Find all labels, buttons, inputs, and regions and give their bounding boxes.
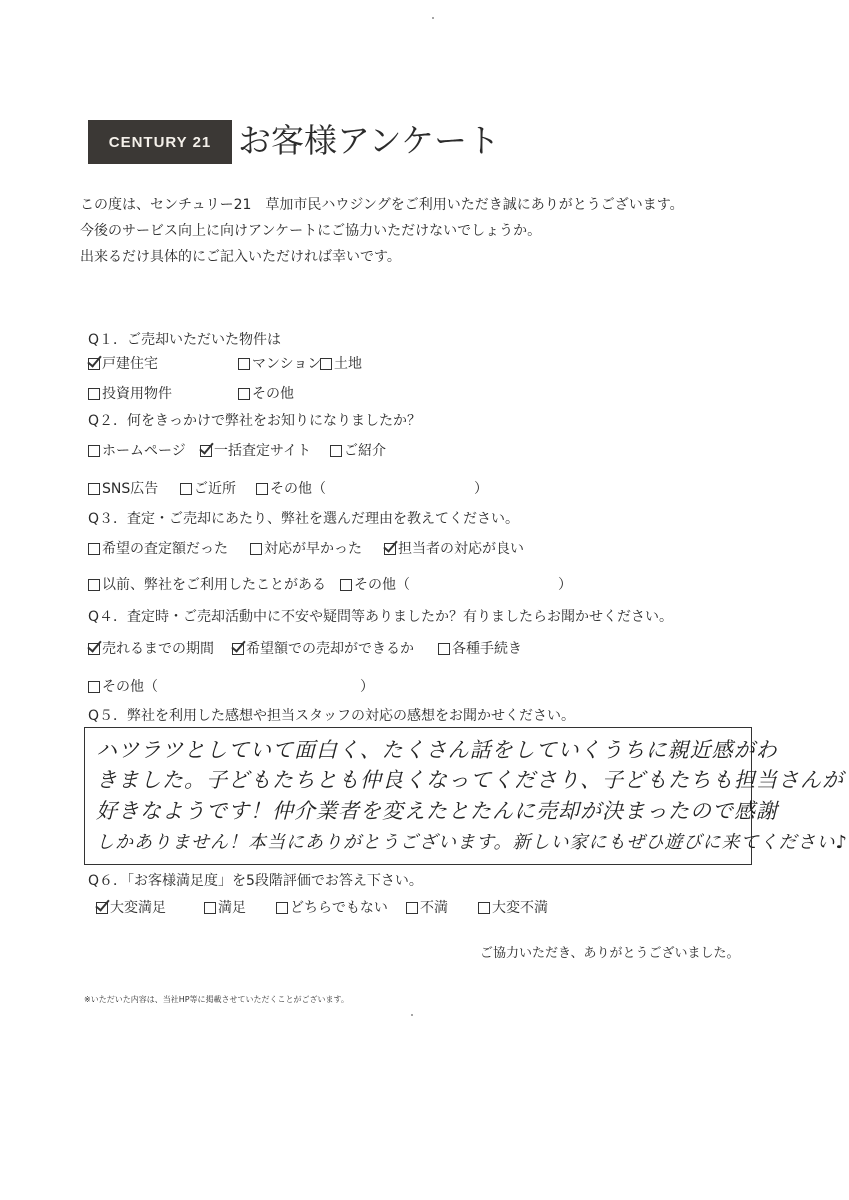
q1-option-other[interactable]: その他	[238, 384, 294, 404]
q5-answer-line-3: 好きなようです！仲介業者を変えたとたんに売却が決まったので感謝	[96, 799, 778, 823]
q1-option-condominium[interactable]: マンション	[238, 354, 321, 374]
q5-answer-line-1: ハツラツとしていて面白く、たくさん話をしていくうちに親近感がわ	[96, 738, 778, 762]
q5-answer-line-4: しかありません！本当にありがとうございます。新しい家にもぜひ遊びに来てください♪	[96, 832, 849, 853]
q6-option-dissatisfied[interactable]: 不満	[406, 898, 448, 918]
intro-line-1: この度は、センチュリー21 草加市民ハウジングをご利用いただき誠にありがとうございます。	[80, 197, 684, 213]
question-5: Q５．弊社を利用した感想や担当スタッフの対応の感想をお聞かせください。	[88, 708, 576, 724]
checkbox-checked-icon[interactable]	[88, 358, 100, 370]
scan-speck	[411, 1014, 413, 1016]
checkbox-icon[interactable]	[330, 445, 342, 457]
q2-option-homepage[interactable]: ホームページ	[88, 441, 186, 461]
checkbox-checked-icon[interactable]	[384, 543, 396, 555]
checkbox-icon[interactable]	[438, 643, 450, 655]
q4-option-sale-period[interactable]: 売れるまでの期間	[88, 639, 214, 659]
checkbox-icon[interactable]	[320, 358, 332, 370]
checkbox-icon[interactable]	[276, 902, 288, 914]
q3-option-desired-appraisal[interactable]: 希望の査定額だった	[88, 539, 228, 559]
q3-other-close-paren: ）	[558, 577, 572, 593]
q4-other-close-paren: ）	[360, 679, 374, 695]
closing-thanks: ご協力いただき、ありがとうございました。	[480, 946, 740, 961]
scan-speck	[432, 17, 434, 19]
q2-option-other[interactable]: その他（	[256, 479, 326, 499]
q2-option-bulk-appraisal-site[interactable]: 一括査定サイト	[200, 441, 311, 461]
checkbox-icon[interactable]	[478, 902, 490, 914]
question-4: Q４．査定時・ご売却活動中に不安や疑問等ありましたか？有りましたらお聞かせください。	[88, 609, 674, 625]
intro-line-2: 今後のサービス向上に向けアンケートにご協力いただけないでしょうか。	[80, 223, 542, 239]
checkbox-checked-icon[interactable]	[200, 445, 212, 457]
q2-option-sns-ad[interactable]: SNS広告	[88, 479, 158, 499]
q2-other-close-paren: ）	[474, 481, 488, 497]
checkbox-icon[interactable]	[238, 388, 250, 400]
intro-line-3: 出来るだけ具体的にご記入いただければ幸いです。	[80, 249, 401, 265]
q5-answer-line-2: きました。子どもたちとも仲良くなってくださり、子どもたちも担当さんが	[96, 768, 844, 792]
question-6: Q６．「お客様満足度」を5段階評価でお答え下さい。	[88, 873, 423, 889]
q2-option-referral[interactable]: ご紹介	[330, 441, 386, 461]
q1-option-detached-house[interactable]: 戸建住宅	[88, 354, 158, 374]
checkbox-icon[interactable]	[88, 579, 100, 591]
q4-option-desired-price[interactable]: 希望額での売却ができるか	[232, 639, 414, 659]
q6-option-very-dissatisfied[interactable]: 大変不満	[478, 898, 548, 918]
question-1: Q１．ご売却いただいた物件は	[88, 332, 282, 348]
q3-option-other[interactable]: その他（	[340, 575, 410, 595]
century21-logo: CENTURY 21	[88, 120, 232, 164]
q6-option-satisfied[interactable]: 満足	[204, 898, 246, 918]
checkbox-icon[interactable]	[238, 358, 250, 370]
q3-option-quick-response[interactable]: 対応が早かった	[250, 539, 362, 559]
q6-option-neutral[interactable]: どちらでもない	[276, 898, 388, 918]
q4-option-procedures[interactable]: 各種手続き	[438, 639, 522, 659]
checkbox-checked-icon[interactable]	[88, 643, 100, 655]
question-2: Q２．何をきっかけで弊社をお知りになりましたか？	[88, 413, 422, 429]
page-title: お客様アンケート	[238, 121, 501, 160]
checkbox-icon[interactable]	[204, 902, 216, 914]
checkbox-checked-icon[interactable]	[96, 902, 108, 914]
q2-option-neighborhood[interactable]: ご近所	[180, 479, 236, 499]
q3-option-good-staff[interactable]: 担当者の対応が良い	[384, 539, 524, 559]
q4-option-other[interactable]: その他（	[88, 677, 158, 697]
q1-option-investment[interactable]: 投資用物件	[88, 384, 172, 404]
checkbox-icon[interactable]	[180, 483, 192, 495]
q1-option-land[interactable]: 土地	[320, 354, 362, 374]
q3-option-used-before[interactable]: 以前、弊社をご利用したことがある	[88, 575, 326, 595]
checkbox-icon[interactable]	[88, 445, 100, 457]
checkbox-icon[interactable]	[88, 483, 100, 495]
checkbox-icon[interactable]	[250, 543, 262, 555]
checkbox-icon[interactable]	[406, 902, 418, 914]
checkbox-icon[interactable]	[88, 388, 100, 400]
checkbox-icon[interactable]	[88, 681, 100, 693]
question-3: Q３．査定・ご売却にあたり、弊社を選んだ理由を教えてください。	[88, 511, 520, 527]
q6-option-very-satisfied[interactable]: 大変満足	[96, 898, 166, 918]
checkbox-icon[interactable]	[340, 579, 352, 591]
checkbox-icon[interactable]	[256, 483, 268, 495]
checkbox-icon[interactable]	[88, 543, 100, 555]
checkbox-checked-icon[interactable]	[232, 643, 244, 655]
footnote: ※いただいた内容は、当社HP等に掲載させていただくことがございます。	[84, 995, 349, 1004]
